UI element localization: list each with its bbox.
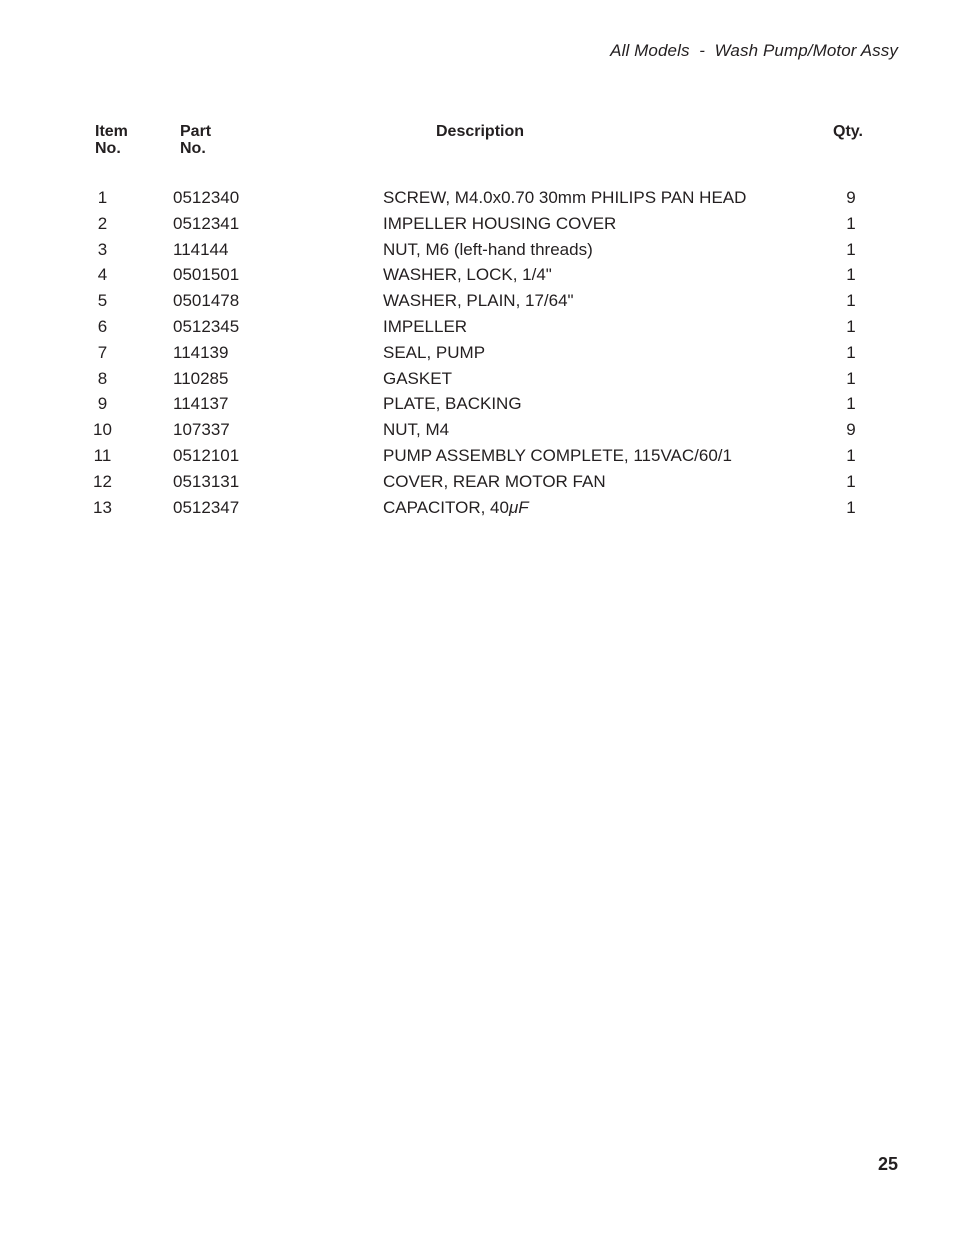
item-number: 1 xyxy=(97,188,108,207)
column-header-item-line1: Item xyxy=(95,123,128,140)
item-number: 9 xyxy=(97,394,108,414)
part-description: NUT, M6 (left-hand threads) xyxy=(383,239,593,259)
part-number: 114139 xyxy=(173,342,229,362)
table-row xyxy=(0,469,954,495)
part-number: 114137 xyxy=(173,394,229,414)
table-row xyxy=(0,262,954,288)
table-row xyxy=(0,443,954,469)
table-row xyxy=(0,391,954,417)
item-number: 5 xyxy=(97,291,108,311)
part-number: 0512101 xyxy=(173,445,240,465)
part-number: 110285 xyxy=(173,368,229,388)
part-qty: 1 xyxy=(846,316,856,336)
part-description: COVER, REAR MOTOR FAN xyxy=(383,471,606,491)
table-row xyxy=(0,288,954,314)
part-number: 107337 xyxy=(173,420,230,440)
part-qty: 1 xyxy=(846,394,856,414)
part-number: 0501478 xyxy=(173,291,240,311)
part-qty: 1 xyxy=(846,213,856,233)
column-header-part-no xyxy=(180,123,211,157)
table-row xyxy=(0,340,954,366)
item-number: 12 xyxy=(93,471,112,491)
part-qty: 1 xyxy=(846,342,856,362)
column-header-qty: Qty. xyxy=(833,123,863,140)
part-qty: 1 xyxy=(846,445,856,465)
item-number: 13 xyxy=(93,497,112,517)
table-row xyxy=(0,366,954,392)
table-row xyxy=(0,185,954,211)
part-description: NUT, M4 xyxy=(383,420,450,440)
page-number: 25 xyxy=(877,1154,898,1174)
part-description: PUMP ASSEMBLY COMPLETE, 115VAC/60/1 xyxy=(383,445,732,465)
part-description: IMPELLER xyxy=(383,316,468,336)
part-description xyxy=(383,495,529,521)
table-row xyxy=(0,211,954,237)
parts-list xyxy=(0,185,954,520)
part-number: 0512340 xyxy=(173,188,240,207)
part-description: IMPELLER HOUSING COVER xyxy=(383,213,617,233)
page-header-title: All Models - Wash Pump/Motor Assy xyxy=(610,41,898,60)
part-qty: 1 xyxy=(846,368,856,388)
table-row xyxy=(0,495,954,521)
part-description: PLATE, BACKING xyxy=(383,394,522,414)
part-number: 0512347 xyxy=(173,497,240,517)
part-number: 0501501 xyxy=(173,265,240,285)
part-qty: 1 xyxy=(846,239,856,259)
part-qty: 1 xyxy=(846,291,856,311)
part-number: 114144 xyxy=(173,239,229,259)
item-number: 8 xyxy=(97,368,108,388)
part-description: WASHER, PLAIN, 17/64" xyxy=(383,291,574,311)
column-header-part-line2: No. xyxy=(180,140,206,157)
part-qty: 9 xyxy=(846,188,856,207)
part-qty: 1 xyxy=(846,265,856,285)
item-number: 3 xyxy=(97,239,108,259)
item-number: 11 xyxy=(93,445,112,465)
table-row xyxy=(0,237,954,263)
part-description: SCREW, M4.0x0.70 30mm PHILIPS PAN HEAD xyxy=(383,188,747,207)
part-qty: 1 xyxy=(846,471,856,491)
item-number: 7 xyxy=(97,342,108,362)
part-description: WASHER, LOCK, 1/4" xyxy=(383,265,552,285)
part-description-text: CAPACITOR, 40 xyxy=(383,497,509,517)
part-qty: 9 xyxy=(846,420,856,440)
part-number: 0512341 xyxy=(173,213,240,233)
item-number: 10 xyxy=(93,420,112,440)
column-header-item-no xyxy=(95,123,128,157)
column-header-part-line1: Part xyxy=(180,123,212,140)
table-row xyxy=(0,417,954,443)
item-number: 6 xyxy=(97,316,108,336)
part-qty: 1 xyxy=(846,497,856,517)
column-header-description: Description xyxy=(436,123,525,140)
item-number: 4 xyxy=(97,265,108,285)
part-number: 0513131 xyxy=(173,471,240,491)
table-row xyxy=(0,314,954,340)
part-description: SEAL, PUMP xyxy=(383,342,486,362)
item-number: 2 xyxy=(97,213,108,233)
part-description-unit: μF xyxy=(508,497,529,517)
column-header-item-line2: No. xyxy=(95,140,121,157)
part-description: GASKET xyxy=(383,368,452,388)
part-number: 0512345 xyxy=(173,316,240,336)
